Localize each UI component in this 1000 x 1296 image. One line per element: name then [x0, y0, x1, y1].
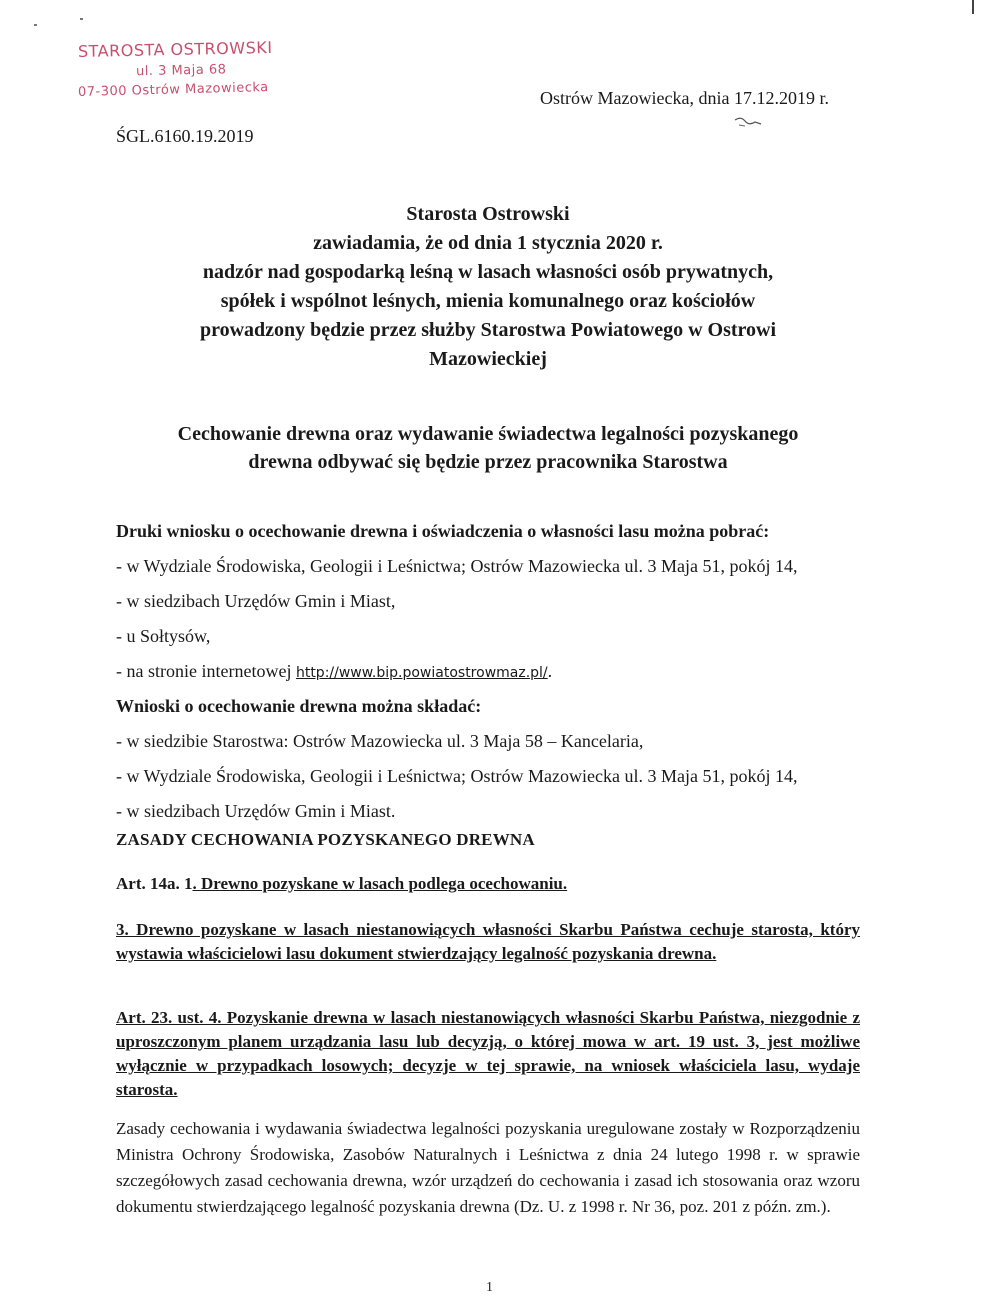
heading-line: zawiadamia, że od dnia 1 stycznia 2020 r.: [313, 232, 663, 254]
info-lists: [116, 514, 866, 829]
closing-paragraph: Zasady cechowania i wydawania świadectwa legalności pozyskania uregulowane zostały w Rozporządzeniu Ministra Ochrony Środowiska, Zasobów Naturalnych i Leśnictwa z dnia 24 lutego 1998 r. w sprawie szczegółowych zasad cechowania drewna, wzór urządzeń do cechowania i zasad ich stosowania oraz wzoru dokumentu stwierdzającego legalność pozyskania drewna (Dz. U. z 1998 r. Nr 36, poz. 201 z późn. zm.).: [116, 1119, 860, 1216]
article-23-paragraph: Art. 23. ust. 4. Pozyskanie drewna w lasach niestanowiących własności Skarbu Państwa, niezgodnie z uproszczonym planem urządzania lasu lub decyzją, o której mowa w art. 19 ust. 3, jest możliwe wyłącznie w przypadkach losowych; decyzje w tej sprawie, na wniosek właściciela lasu, wydaje starosta.: [116, 1008, 860, 1099]
signature-mark: [733, 114, 763, 132]
heading-line: Mazowieckiej: [429, 348, 547, 370]
scan-dot: [34, 24, 37, 26]
heading-line: spółek i wspólnot leśnych, mienia komunalnego oraz kościołów: [220, 290, 756, 312]
list-item-suffix: .: [547, 661, 553, 681]
article-text: . Drewno pozyskane w lasach podlega ocechowaniu.: [192, 874, 568, 893]
list-item: - w siedzibach Urzędów Gmin i Miast.: [116, 801, 396, 821]
article-14a: [116, 874, 567, 894]
article-number: Art. 14a. 1: [116, 874, 193, 893]
stamp-line: STAROSTA OSTROWSKI: [77, 37, 273, 61]
page-number: 1: [486, 1280, 493, 1295]
list-item: - w Wydziale Środowiska, Geologii i Leśnictwa; Ostrów Mazowiecka ul. 3 Maja 51, pokój 14,: [116, 766, 798, 786]
forms-title: Druki wniosku o ocechowanie drewna i oświadczenia o własności lasu można pobrać:: [116, 521, 770, 541]
heading-line: nadzór nad gospodarką leśną w lasach własności osób prywatnych,: [202, 261, 774, 283]
article-paragraph-3: 3. Drewno pozyskane w lasach niestanowiących własności Skarbu Państwa cechuje starosta, który wystawia właścicielowi lasu dokument stwierdzający legalność pozyskania drewna.: [116, 920, 860, 963]
notice-heading: [100, 200, 876, 374]
rules-title: ZASADY CECHOWANIA POZYSKANEGO DREWNA: [116, 830, 535, 849]
scan-edge-mark: [972, 0, 974, 14]
list-item: - u Sołtysów,: [116, 626, 211, 646]
heading-line: Starosta Ostrowski: [406, 203, 570, 225]
stamp-line: ul. 3 Maja 68: [135, 62, 227, 80]
office-stamp: [77, 37, 308, 101]
wood-marking-heading: [100, 420, 876, 476]
heading-line: Cechowanie drewna oraz wydawanie świadectwa legalności pozyskanego: [177, 423, 799, 445]
website-link[interactable]: http://www.bip.powiatostrowmaz.pl/: [295, 665, 548, 681]
list-item: - w siedzibach Urzędów Gmin i Miast,: [116, 591, 396, 611]
signature-scribble: [733, 114, 763, 128]
heading-line: prowadzony będzie przez służby Starostwa Powiatowego w Ostrowi: [199, 319, 777, 341]
applications-title: Wnioski o ocechowanie drewna można składać:: [116, 696, 482, 716]
list-item: - w siedzibie Starostwa: Ostrów Mazowiecka ul. 3 Maja 58 – Kancelaria,: [116, 731, 644, 751]
reference-number: ŚGL.6160.19.2019: [116, 126, 254, 146]
list-item: [116, 654, 866, 689]
place-and-date: Ostrów Mazowiecka, dnia 17.12.2019 r.: [540, 88, 829, 108]
heading-line: drewna odbywać się będzie przez pracownika Starostwa: [248, 451, 728, 473]
list-item-prefix: - na stronie internetowej: [116, 661, 296, 681]
scan-dot: [80, 18, 83, 20]
list-item: - w Wydziale Środowiska, Geologii i Leśnictwa; Ostrów Mazowiecka ul. 3 Maja 51, pokój 14,: [116, 556, 798, 576]
stamp-line: 07-300 Ostrów Mazowiecka: [77, 80, 269, 101]
